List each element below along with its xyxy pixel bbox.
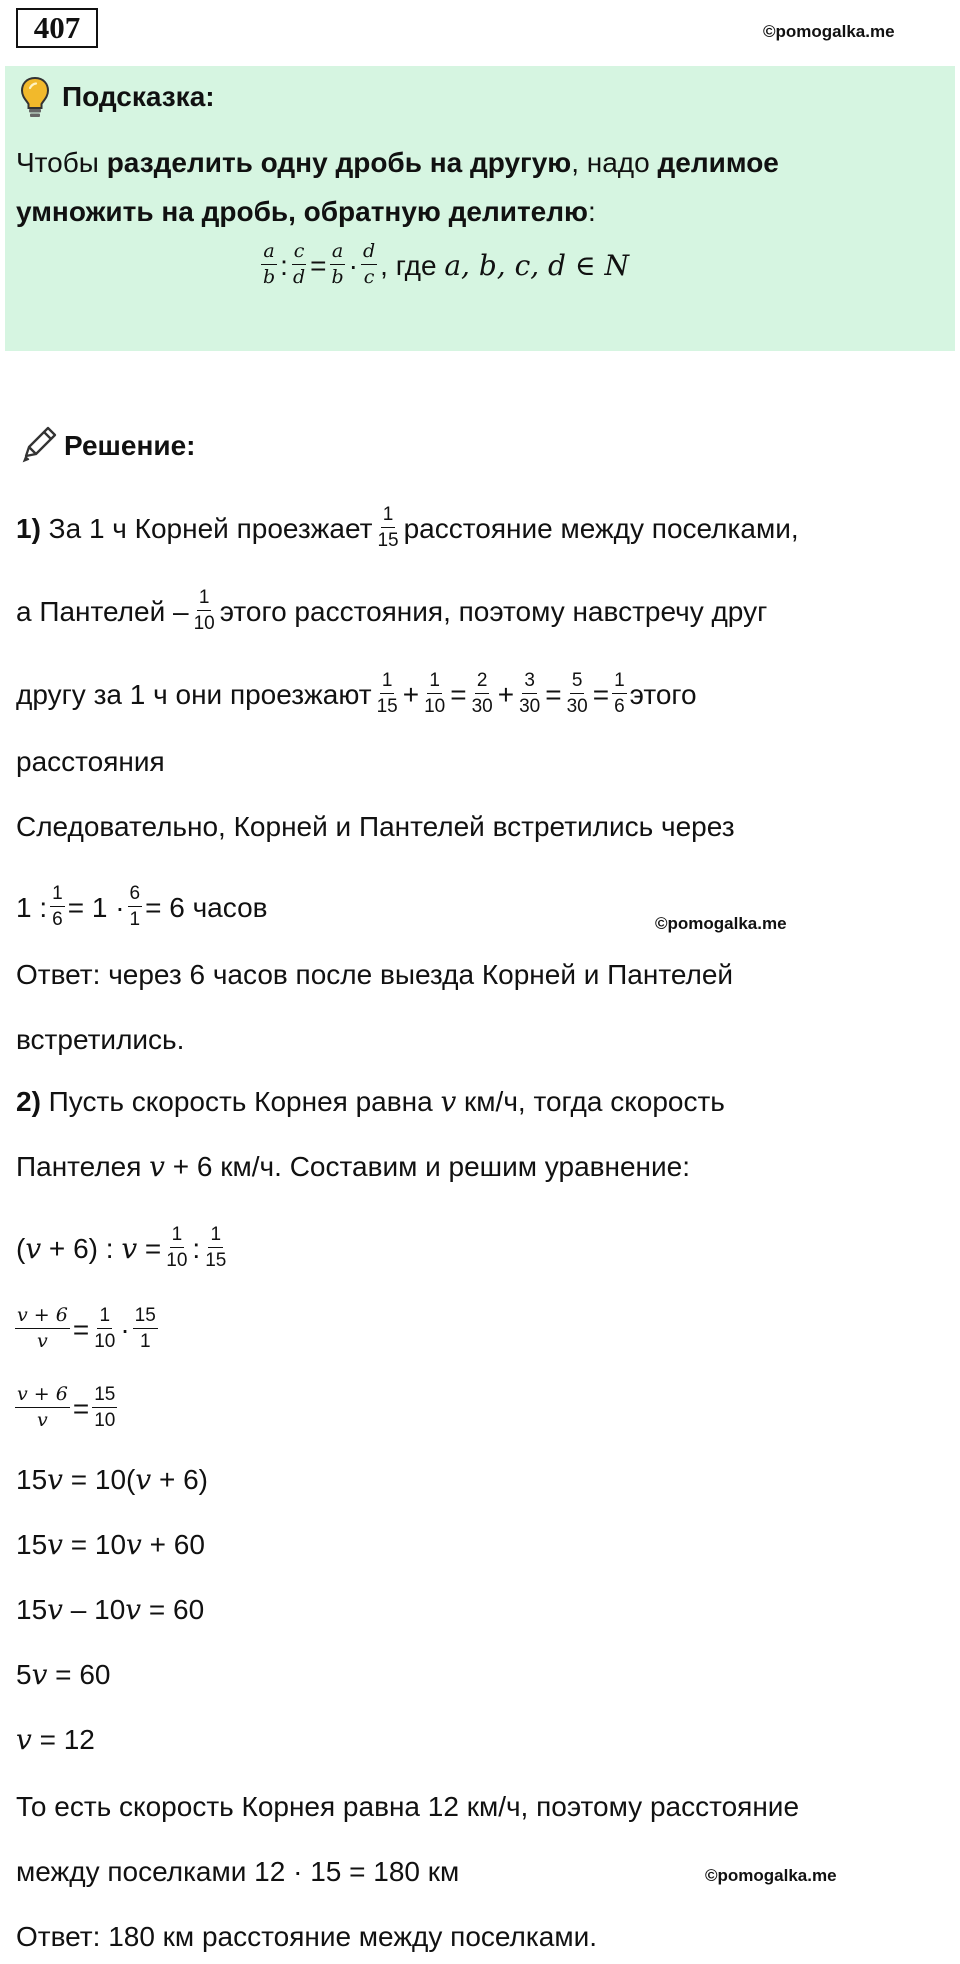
formula-math: a, b, c, d ∈ N	[444, 249, 630, 283]
fraction: $\frac{v + 6}{v}$	[17, 1304, 68, 1353]
variable: v	[47, 1528, 63, 1561]
variable: v	[125, 1593, 142, 1626]
hint-title: Подсказка:	[62, 81, 215, 112]
formula-text: , где	[380, 250, 445, 282]
problem-number: 407	[16, 8, 98, 48]
fraction: $\frac{3}{30}$	[519, 670, 541, 718]
p1-line-5: Следовательно, Корней и Пантелей встретились через	[16, 811, 735, 842]
p1-line-4: расстояния	[16, 746, 165, 777]
hint-bold: умножить на дробь, обратную делителю	[16, 196, 588, 227]
operator: :	[192, 1233, 201, 1265]
operator: =	[450, 679, 467, 711]
hint-text: , надо	[571, 147, 658, 178]
fraction: $\frac{c}{d}$	[292, 240, 306, 289]
fraction: $\frac{1}{6}$	[52, 883, 63, 931]
fraction: $\frac{2}{30}$	[471, 670, 493, 718]
text: (	[16, 1233, 26, 1265]
p2-result-1: То есть скорость Корнея равна 12 км/ч, поэтому расстояние	[16, 1791, 800, 1822]
pencil-icon	[18, 423, 60, 465]
p2-eq-8: v = 12	[16, 1723, 95, 1756]
step-number: 2)	[16, 1086, 41, 1117]
variable: v	[31, 1658, 48, 1691]
operator: ·	[120, 1314, 130, 1346]
p2-eq-2	[12, 1304, 161, 1356]
variable: v	[126, 1528, 142, 1561]
text: этого	[629, 679, 697, 711]
p2-eq-1	[16, 1224, 231, 1275]
fraction: $\frac{d}{c}$	[362, 240, 376, 289]
fraction: $\frac{15}{10}$	[94, 1384, 116, 1432]
operator: +	[497, 679, 515, 711]
variable: v	[25, 1232, 42, 1266]
operator: =	[592, 679, 610, 711]
p2-result-2: между поселками 12 · 15 = 180 км	[16, 1856, 460, 1887]
text: км/ч, тогда скорость	[456, 1086, 725, 1117]
variable: v	[440, 1085, 457, 1118]
text: + 6) :	[41, 1233, 122, 1265]
variable: v	[149, 1150, 165, 1183]
hint-text: :	[587, 196, 596, 227]
variable: v	[47, 1463, 63, 1496]
fraction: $\frac{1}{10}$	[424, 670, 446, 718]
p1-line-3	[16, 670, 697, 721]
p2-eq-3	[12, 1383, 120, 1435]
p1-answer: Ответ: через 6 часов после выезда Корней и Пантелей	[16, 959, 734, 990]
fraction: $\frac{v + 6}{v}$	[17, 1383, 68, 1432]
text: = 6 часов	[145, 892, 268, 924]
text: этого расстояния, поэтому навстречу друг	[219, 596, 768, 628]
fraction: $\frac{5}{30}$	[566, 670, 588, 718]
text: =	[137, 1233, 162, 1265]
variable: v	[135, 1463, 152, 1496]
p1-line-6	[16, 883, 268, 934]
operator: =	[545, 679, 562, 711]
text: Пантелея	[16, 1151, 150, 1182]
hint-line-2	[16, 198, 596, 226]
fraction: $\frac{1}{15}$	[377, 504, 399, 552]
fraction: $\frac{1}{15}$	[205, 1224, 227, 1272]
fraction: $\frac{a}{b}$	[331, 240, 344, 289]
text: другу за 1 ч они проезжают	[16, 679, 372, 711]
fraction: $\frac{1}{10}$	[193, 587, 215, 635]
p2-line-2	[16, 1150, 690, 1183]
p2-eq-4: 15v = 10(v + 6)	[16, 1463, 209, 1496]
text: 1 :	[16, 892, 48, 924]
hint-bold: разделить одну дробь на другую	[106, 147, 572, 178]
operator: :	[280, 250, 288, 282]
hint-formula	[258, 240, 630, 292]
p1-line-2	[16, 587, 768, 638]
watermark-top: ©pomogalka.me	[763, 22, 895, 41]
watermark-middle: ©pomogalka.me	[655, 914, 787, 933]
fraction: $\frac{15}{1}$	[134, 1305, 156, 1353]
text: Пусть скорость Корнея равна	[40, 1086, 441, 1117]
fraction: $\frac{6}{1}$	[129, 883, 141, 931]
fraction: $\frac{1}{15}$	[376, 670, 398, 718]
fraction: $\frac{1}{10}$	[166, 1224, 188, 1272]
text: + 6 км/ч. Составим и решим уравнение:	[165, 1151, 690, 1182]
operator: =	[72, 1314, 90, 1346]
text: За 1 ч Корней проезжает	[40, 513, 373, 545]
variable: v	[121, 1232, 138, 1266]
variable: v	[47, 1593, 63, 1626]
hint-line-1	[16, 149, 779, 177]
variable: v	[16, 1723, 32, 1756]
text: а Пантелей –	[16, 596, 189, 628]
p2-eq-7: 5v = 60	[16, 1658, 111, 1691]
hint-text: Чтобы	[16, 147, 107, 178]
p2-eq-5: 15v = 10v + 60	[16, 1528, 205, 1561]
fraction: $\frac{a}{b}$	[263, 240, 276, 289]
operator: =	[310, 250, 327, 282]
fraction: $\frac{1}{6}$	[614, 670, 625, 718]
p2-line-1	[16, 1085, 725, 1118]
watermark-bottom: ©pomogalka.me	[705, 1866, 837, 1885]
p1-answer-cont: встретились.	[16, 1024, 185, 1055]
p2-eq-6: 15v – 10v = 60	[16, 1593, 205, 1626]
lightbulb-icon	[20, 76, 50, 120]
operator: +	[402, 679, 420, 711]
step-number: 1)	[16, 513, 41, 545]
operator: ·	[348, 250, 358, 282]
p2-answer: Ответ: 180 км расстояние между поселками.	[16, 1921, 597, 1952]
solution-title: Решение:	[64, 430, 196, 461]
text: = 1 ·	[67, 892, 125, 924]
p1-line-1	[16, 504, 799, 555]
fraction: $\frac{1}{10}$	[94, 1305, 116, 1353]
text: расстояние между поселками,	[403, 513, 799, 545]
operator: =	[72, 1393, 90, 1425]
hint-bold: делимое	[657, 147, 779, 178]
